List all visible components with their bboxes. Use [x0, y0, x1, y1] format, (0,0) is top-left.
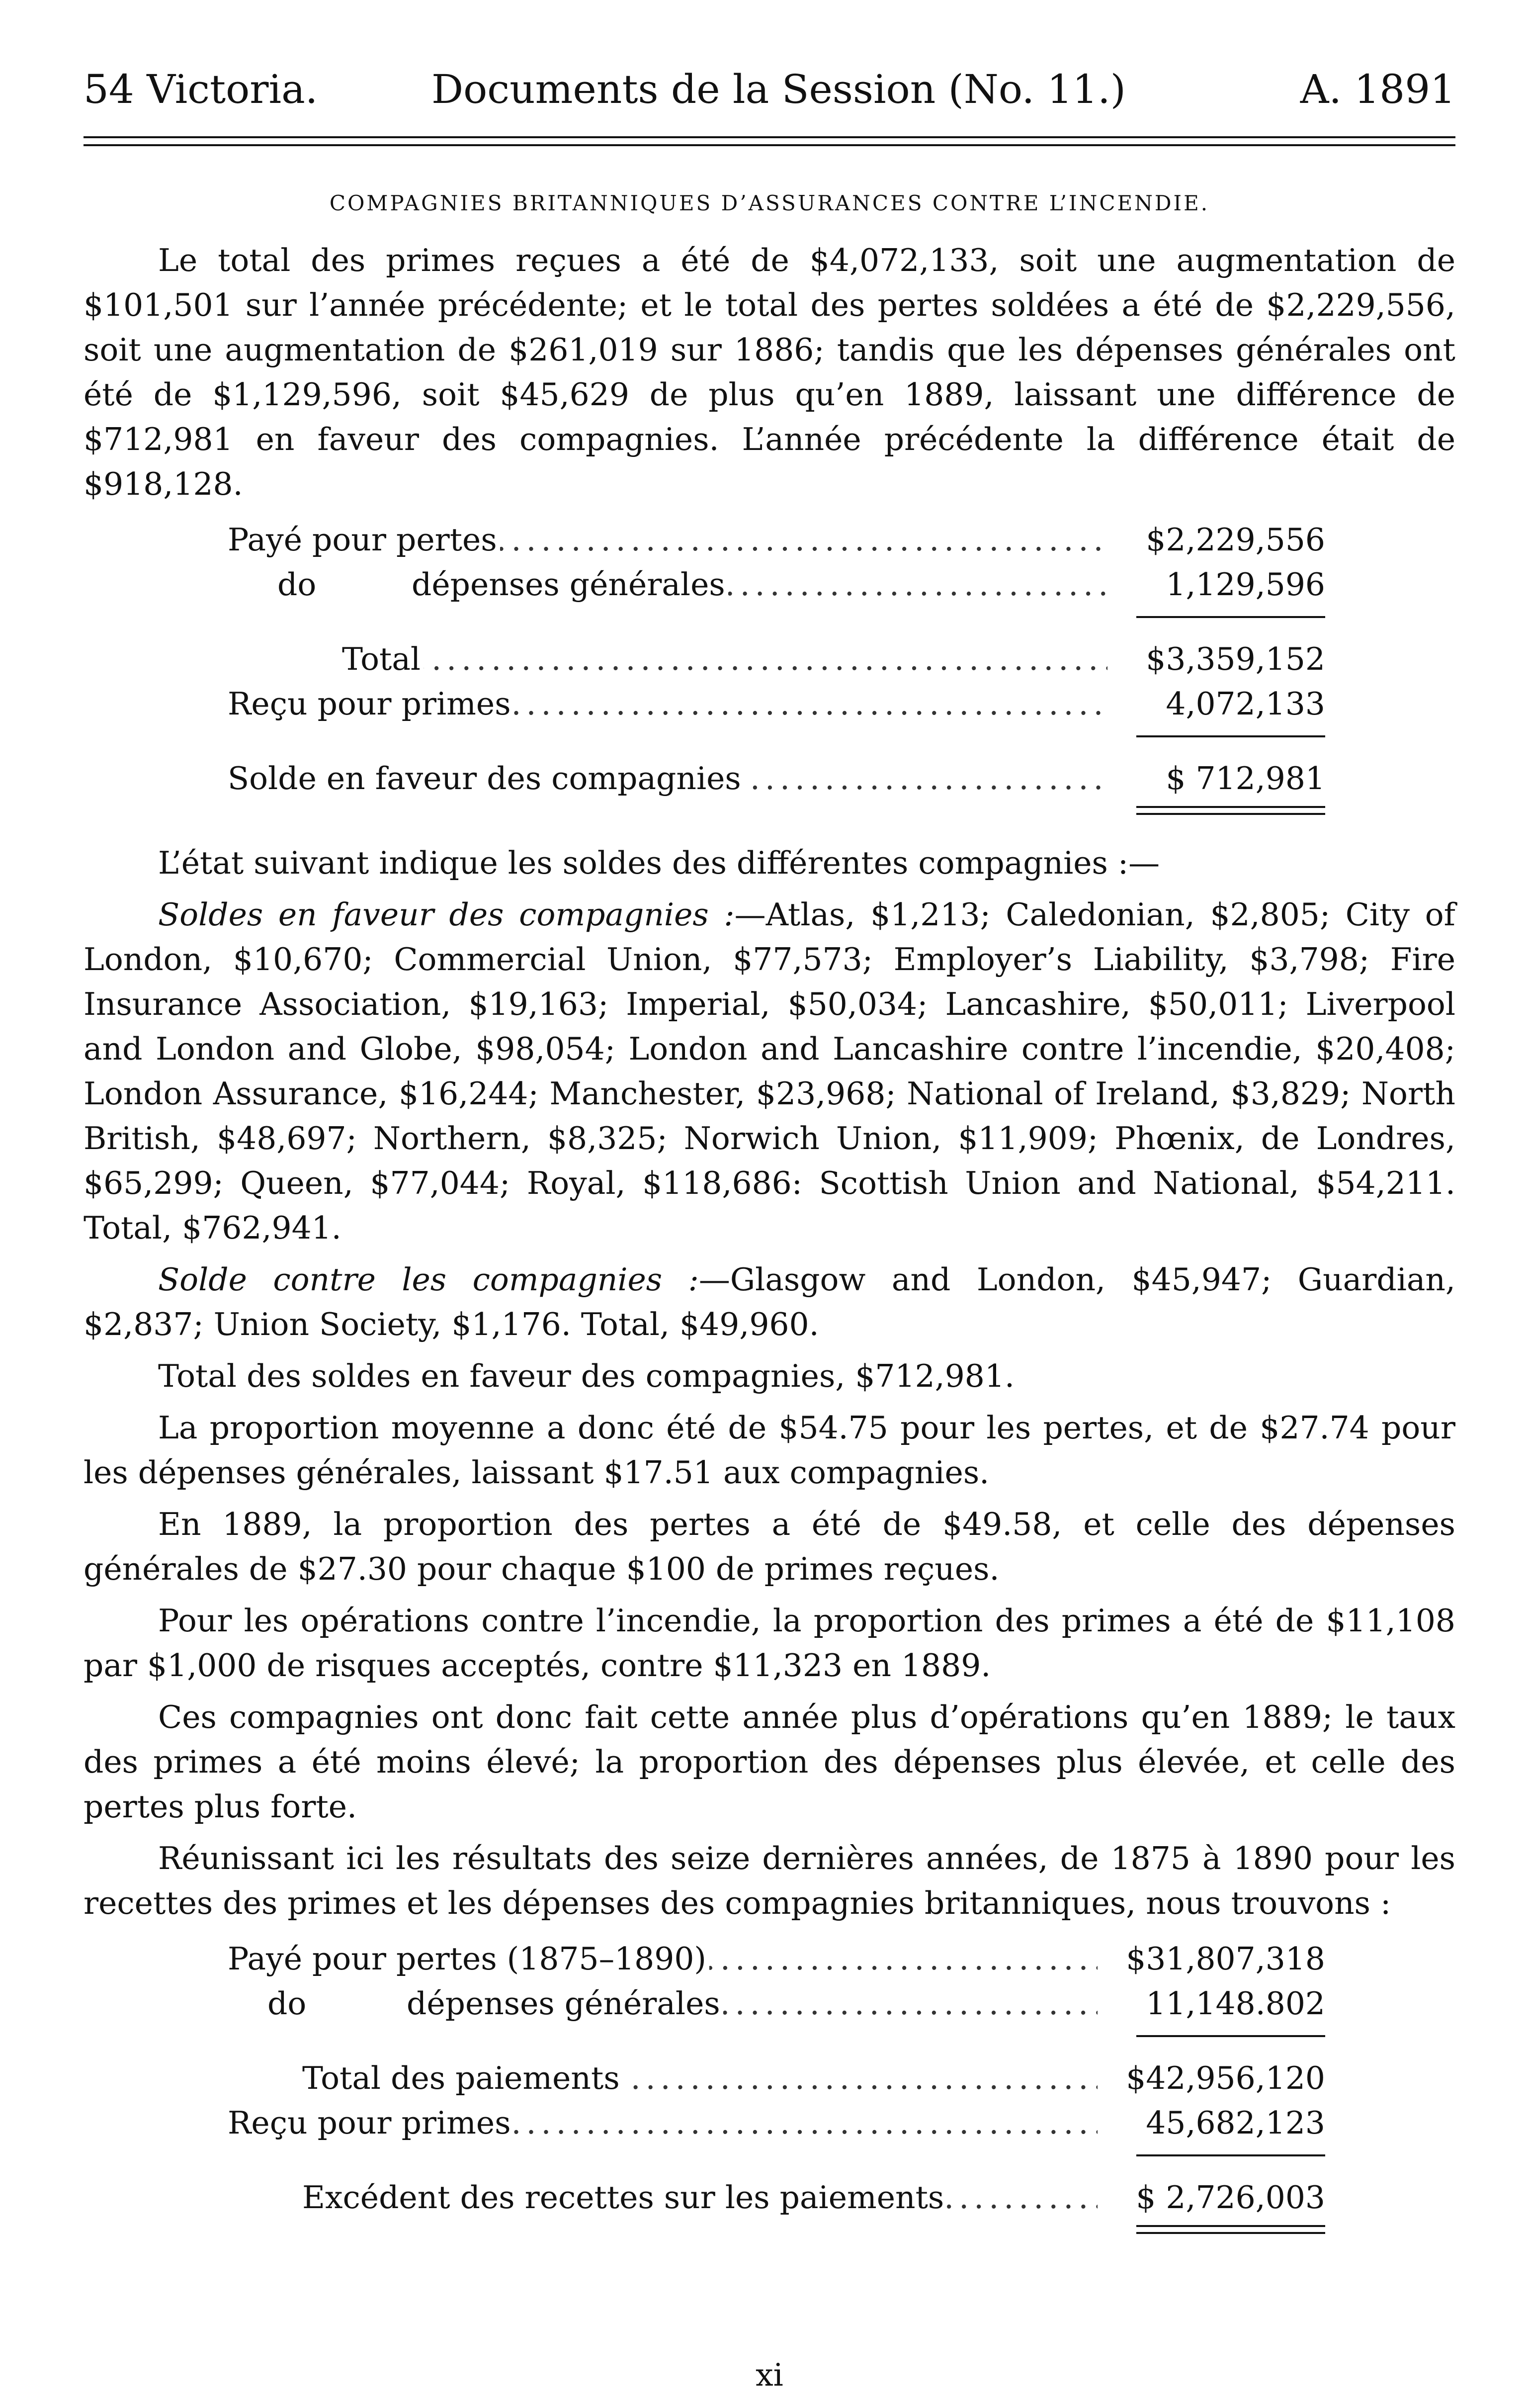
paragraph-operations: Ces compagnies ont donc fait cette année plus d’opérations qu’en 1889; le taux des primes a été moins élevé; la proportion des dépenses plus élevée, et celle des pertes plus forte. — [84, 1699, 1455, 1825]
ledger-row-recu — [84, 2101, 1455, 2145]
ledger-rule — [84, 726, 1455, 756]
ledger-ditto: do — [277, 566, 317, 603]
ledger-label: Reçu pour primes ..... — [228, 2101, 1098, 2145]
ledger-row-depenses — [84, 1981, 1455, 2026]
ledger-amount: $31,807,318 — [1126, 1941, 1325, 1977]
ledger-rule — [84, 2145, 1455, 2175]
paragraph-soldes-contre: Solde contre les compagnies :—Glasgow and London, $45,947; Guardian, $2,837; Union Society, $1,176. Total, $49,960. — [84, 1261, 1456, 1342]
header-year: A. 1891 — [1300, 66, 1455, 112]
ledger-rule — [84, 607, 1455, 637]
ledger-row-total — [84, 2056, 1455, 2101]
ledger-amount: 45,682,123 — [1146, 2105, 1325, 2141]
paragraph-soldes-favorables: Soldes en faveur des compagnies :—Atlas, $1,213; Caledonian, $2,805; City of London, $10,670; Commercial Union, $77,573; Employer’s Liability, $3,798; Fire Insurance Association, $19,163; Imperial, $50,034; Lancashire, $50,011; Liverpool and London and Globe, $98,054; London and Lancashire contre l’incendie, $20,408; London Assurance, $16,244; Manchester, $23,968; National of Ireland, $3,829; North British, $48,697; Northern, $8,325; Norwich Union, $11,909; Phœnix, de Londres, $65,299; Queen, $77,044; Royal, $118,686: Scottish Union and National, $54,211. Total, $762,941. — [84, 896, 1455, 1246]
ledger-amount: $2,229,556 — [1146, 522, 1325, 558]
ledger-label: Reçu pour primes ..... — [228, 682, 1107, 726]
header-rule — [84, 136, 1455, 146]
header-volume: 54 Victoria. — [84, 66, 318, 112]
ledger-amount: $42,956,120 — [1126, 2060, 1325, 2096]
ledger-row-recu — [84, 682, 1455, 726]
ledger-amount: 4,072,133 — [1166, 686, 1325, 722]
ledger-label: dépenses générales ..... — [407, 1981, 1098, 2026]
ledger-row-excedent — [84, 2175, 1455, 2220]
document-page — [84, 60, 1456, 2393]
ledger-row-solde — [84, 756, 1455, 801]
ledger-double-rule — [84, 801, 1455, 823]
ledger-label: Total ..... — [342, 637, 1107, 682]
ledger-amount: 11,148.802 — [1146, 1985, 1325, 2022]
ledger-amount: $ 712,981 — [1166, 760, 1325, 797]
paragraph-risques: Pour les opérations contre l’incendie, la proportion des primes a été de $11,108 par $1,000 de risques acceptés, contre $11,323 en 1889. — [84, 1603, 1455, 1684]
ledger-1875-1890 — [84, 1937, 1455, 2242]
ledger-label: Total des paiements ..... — [302, 2056, 1098, 2101]
paragraph-total-soldes: Total des soldes en faveur des compagnies, $712,981. — [158, 1358, 1015, 1394]
ledger-1890 — [84, 518, 1455, 823]
ledger-amount: 1,129,596 — [1166, 566, 1325, 603]
section-title: COMPAGNIES BRITANNIQUES D’ASSURANCES CONTRE L’INCENDIE. — [329, 191, 1210, 215]
ledger-double-rule — [84, 2220, 1455, 2242]
ledger-ditto: do — [267, 1985, 307, 2022]
running-header — [84, 60, 1455, 119]
ledger-label: Payé pour pertes ..... — [228, 518, 1107, 562]
page-number: xi — [756, 2357, 783, 2393]
ledger-amount: $ 2,726,003 — [1136, 2179, 1325, 2216]
ledger-row-depenses — [84, 562, 1455, 607]
ledger-label: dépenses générales ..... — [412, 562, 1107, 607]
ledger-rule — [84, 2026, 1455, 2056]
ledger-label: Payé pour pertes (1875–1890) ..... — [228, 1937, 1098, 1981]
header-title: Documents de la Session (No. 11.) — [431, 66, 1126, 112]
paragraph-intro-list: L’état suivant indique les soldes des différentes compagnies :— — [158, 845, 1160, 881]
paragraph-1889: En 1889, la proportion des pertes a été de $49.58, et celle des dépenses générales de $27.30 pour chaque $100 de primes reçues. — [84, 1506, 1455, 1587]
ledger-row-pertes — [84, 1937, 1455, 1981]
ledger-row-pertes — [84, 518, 1455, 562]
paragraph-resultats: Réunissant ici les résultats des seize dernières années, de 1875 à 1890 pour les recettes des primes et les dépenses des compagnies britanniques, nous trouvons : — [84, 1840, 1455, 1921]
ledger-row-total — [84, 637, 1455, 682]
ledger-label: Excédent des recettes sur les paiements ..... — [302, 2175, 1098, 2220]
paragraph-proportion: La proportion moyenne a donc été de $54.75 pour les pertes, et de $27.74 pour les dépenses générales, laissant $17.51 aux compagnies. — [84, 1410, 1455, 1491]
paragraph-summary: Le total des primes reçues a été de $4,072,133, soit une augmentation de $101,501 sur l’année précédente; et le total des pertes soldées a été de $2,229,556, soit une augmentation de $261,019 sur 1886; tandis que les dépenses générales ont été de $1,129,596, soit $45,629 de plus qu’en 1889, laissant une différence de $712,981 en faveur des compagnies. L’année précédente la différence était de $918,128. — [84, 242, 1455, 502]
ledger-label: Solde en faveur des compagnies ..... — [228, 756, 1107, 801]
ledger-amount: $3,359,152 — [1146, 641, 1325, 677]
